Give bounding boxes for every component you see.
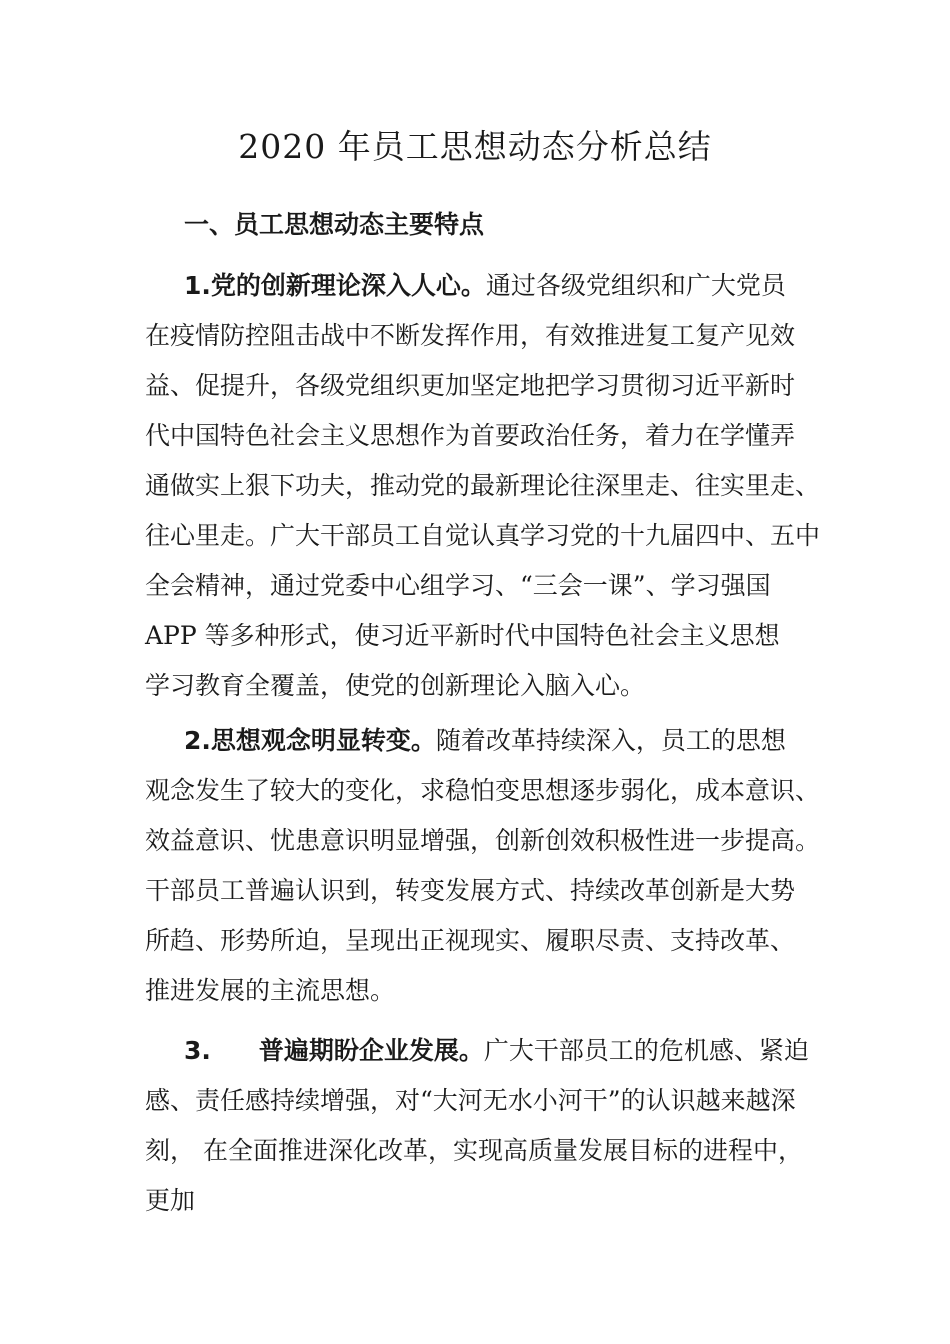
section-heading: 一、员工思想动态主要特点 bbox=[184, 210, 485, 239]
document-title: 2020 年员工思想动态分析总结 bbox=[238, 127, 712, 166]
paragraph-text: 随着改革持续深入，员工的思想 bbox=[435, 726, 786, 755]
paragraph-2 bbox=[145, 716, 835, 1016]
paragraph-lead: 普遍期盼企业发展。 bbox=[258, 1036, 484, 1065]
paragraph-text: 通过各级党组织和广大党员 bbox=[485, 271, 786, 300]
paragraph-line: 感、责任感持续增强，对“大河无水小河干”的认识越来越深 bbox=[145, 1086, 796, 1115]
paragraph-line bbox=[145, 716, 835, 766]
paragraph-3 bbox=[145, 1026, 835, 1226]
paragraph-text: 广大干部员工的危机感、紧迫 bbox=[483, 1036, 809, 1065]
paragraph-line: 代中国特色社会主义思想作为首要政治任务，着力在学懂弄 bbox=[145, 421, 796, 450]
paragraph-line: 推进发展的主流思想。 bbox=[145, 976, 396, 1005]
paragraph-line: 所趋、形势所迫，呈现出正视现实、履职尽责、支持改革、 bbox=[145, 926, 796, 955]
paragraph-lead: 2.思想观念明显转变。 bbox=[184, 726, 436, 755]
paragraph-line bbox=[145, 1026, 835, 1076]
paragraph-line: APP 等多种形式，使习近平新时代中国特色社会主义思想 bbox=[145, 621, 780, 650]
paragraph-line: 观念发生了较大的变化，求稳怕变思想逐步弱化，成本意识、 bbox=[145, 776, 821, 805]
paragraph-line bbox=[145, 261, 835, 311]
paragraph-line: 刻， 在全面推进深化改革，实现高质量发展目标的进程中， bbox=[145, 1136, 803, 1165]
paragraph-1 bbox=[145, 261, 835, 711]
paragraph-line: 益、促提升，各级党组织更加坚定地把学习贯彻习近平新时 bbox=[145, 371, 796, 400]
paragraph-lead-number: 3. bbox=[184, 1036, 211, 1065]
paragraph-line: 通做实上狠下功夫，推动党的最新理论往深里走、往实里走、 bbox=[145, 471, 821, 500]
paragraph-line: 干部员工普遍认识到，转变发展方式、持续改革创新是大势 bbox=[145, 876, 796, 905]
paragraph-line: 在疫情防控阻击战中不断发挥作用，有效推进复工复产见效 bbox=[145, 321, 796, 350]
paragraph-line: 往心里走。广大干部员工自觉认真学习党的十九届四中、五中 bbox=[145, 521, 821, 550]
paragraph-lead: 1.党的创新理论深入人心。 bbox=[184, 271, 486, 300]
paragraph-line: 学习教育全覆盖，使党的创新理论入脑入心。 bbox=[145, 671, 646, 700]
paragraph-line: 全会精神，通过党委中心组学习、“三会一课”、学习强国 bbox=[145, 571, 771, 600]
paragraph-line: 效益意识、忧患意识明显增强，创新创效积极性进一步提高。 bbox=[145, 826, 821, 855]
paragraph-line: 更加 bbox=[145, 1186, 196, 1215]
